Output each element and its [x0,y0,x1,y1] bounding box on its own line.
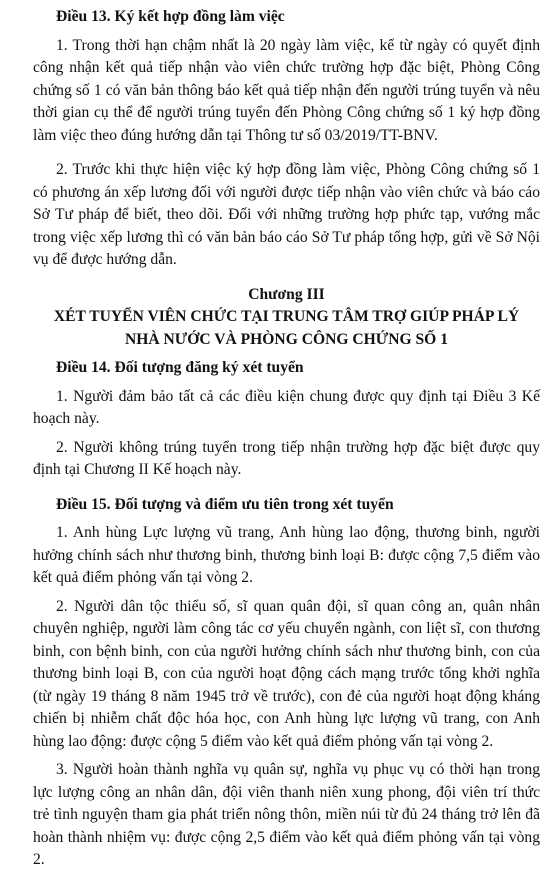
article-13-paragraph-1: 1. Trong thời hạn chậm nhất là 20 ngày làm việc, kể từ ngày có quyết định công nhận kết quả tiếp nhận vào viên chức trường hợp đặc biệt, Phòng Công chứng số 1 có văn bản thông báo kết quả tiếp nhận đến người trúng tuyển và nêu thời gian cụ thể để người trúng tuyển đến Phòng Công chứng số 1 ký hợp đồng làm việc theo đúng hướng dẫn tại Thông tư số 03/2019/TT-BNV. [33,36,540,144]
article-14-paragraph-1: 1. Người đảm bảo tất cả các điều kiện chung được quy định tại Điều 3 Kế hoạch này. [33,387,540,427]
article-13-paragraph-2: 2. Trước khi thực hiện việc ký hợp đồng làm việc, Phòng Công chứng số 1 có phương án xếp lương đối với người được tiếp nhận vào viên chức và báo cáo Sở Tư pháp để biết, theo dõi. Đối với những trường hợp phức tạp, vướng mắc trong việc xếp lương thì có văn bản báo cáo Sở Tư pháp tổng hợp, gửi về Sở Nội vụ để được hướng dẫn. [33,161,540,268]
chapter-title-line-2: NHÀ NƯỚC VÀ PHÒNG CÔNG CHỨNG SỐ 1 [125,330,448,348]
article-15-paragraph-2: 2. Người dân tộc thiểu số, sĩ quan quân đội, sĩ quan công an, quân nhân chuyên nghiệp, người làm công tác cơ yếu chuyển ngành, con liệt sĩ, con thương binh, con bệnh binh, con của người hưởng chính sách như thương binh, con của thương binh loại B, con của người hoạt động cách mạng trước tổng khởi nghĩa (từ ngày 19 tháng 8 năm 1945 trở về trước), con đẻ của người hoạt động kháng chiến bị nhiễm chất độc hóa học, con Anh hùng lực lượng vũ trang, con Anh hùng lao động: được cộng 5 điểm vào kết quả điểm phỏng vấn tại vòng 2. [33,597,540,750]
article-14-paragraph-2: 2. Người không trúng tuyển trong tiếp nhận trường hợp đặc biệt được quy định tại Chương II Kế hoạch này. [33,438,540,478]
chapter-title-line-1: XÉT TUYỂN VIÊN CHỨC TẠI TRUNG TÂM TRỢ GIÚP PHÁP LÝ [53,308,520,325]
chapter-label: Chương III [248,285,325,303]
article-15-title: Điều 15. Đối tượng và điểm ưu tiên trong xét tuyển [56,495,394,513]
article-13-title: Điều 13. Ký kết hợp đồng làm việc [56,8,285,25]
article-15-paragraph-1: 1. Anh hùng Lực lượng vũ trang, Anh hùng lao động, thương binh, người hưởng chính sách như thương binh, thương binh loại B: được cộng 7,5 điểm vào kết quả điểm phỏng vấn tại vòng 2. [33,524,540,586]
article-14-title: Điều 14. Đối tượng đăng ký xét tuyển [56,359,304,376]
article-15-paragraph-3: 3. Người hoàn thành nghĩa vụ quân sự, nghĩa vụ phục vụ có thời hạn trong lực lượng công an nhân dân, đội viên thanh niên xung phong, đội viên trí thức trẻ tình nguyện tham gia phát triển nông thôn, miền núi từ đủ 24 tháng trở lên đã hoàn thành nhiệm vụ: được cộng 2,5 điểm vào kết quả điểm phỏng vấn tại vòng 2. [33,761,540,868]
